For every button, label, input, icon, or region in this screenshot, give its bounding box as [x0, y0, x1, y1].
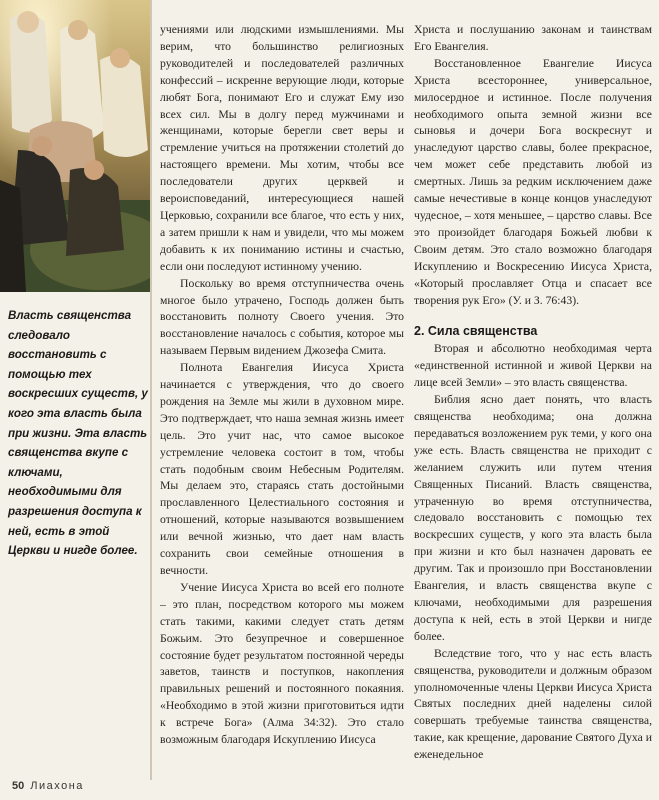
- text-column-left: [160, 22, 404, 749]
- paragraph: Восстановленное Евангелие Иисуса Христа всестороннее, универсальное, милосердное и истинное. После получения необходимого опыта земной жизни все сыновья и дочери Бога воскреснут и унаследуют царство славы, более прекрасное, чем может себе представить любой из смертных. Лишь за редким исключением даже самые нечестивые в конце концов унаследуют чудесное, – хотя меньшее, – царство славы. Все это произойдет благодаря Божьей любви к Своим детям. Это стало возможно благодаря Искуплению и Воскресению Иисуса Христа, «Который прославляет Отца и спасает все творения рук Его» (У. и З. 76:43).: [414, 56, 652, 307]
- magazine-title: Лиахона: [30, 780, 84, 792]
- page-footer: [12, 780, 84, 792]
- paragraph: Христа и послушанию законам и таинствам Его Евангелия.: [414, 23, 652, 53]
- paragraph: учениями или людскими измышлениями. Мы верим, что большинство религиозных руководителей и последователей различных конфессий – искренне верующие люди, которые любят Бога, понимают Его и служат Ему изо всех сил. Мы в долгу перед мужчинами и женщинами, которые берегли свет веры и стремление учиться на протяжении столетий до настоящего времени. Мы хотим, чтобы все последователи других церквей и вероисповеданий, интересующиеся нашей Церковью, сохранили все благое, что есть у них, а затем пришли к нам и увидели, что мы можем добавить к их пониманию истины и счастью, если они последуют истинному учению.: [160, 23, 404, 273]
- paragraph: Учение Иисуса Христа во всей его полноте – это план, посредством которого мы можем стать такими, какими следует стать детям Божьим. Это безупречное и совершенное состояние будет результатом постоянной череды заветов, таинств и поступков, накопления правильных решений и постоянного покаяния. «Необходимо в этой жизни приготовиться идти к встрече Бога» (Алма 34:32). Это стало возможным благодаря Искуплению Иисуса: [160, 580, 404, 747]
- section-heading: 2. Сила священства: [414, 324, 538, 339]
- paragraph: Полнота Евангелия Иисуса Христа начинается с утверждения, что до своего рождения на Земле мы жили в духовном мире. Это подтверждает, что наша земная жизнь имеет цель. Это учит нас, что самое высокое устремление человека состоит в том, чтобы стать подобным своим Небесным Родителям. Мы делаем это, стараясь стать достойными прославленного Целестиального состояния и отношений, которые называются возвышением или вечной жизнью, что дает нам власть сохранить свои семейные отношения в вечности.: [160, 361, 404, 577]
- page-number: 50: [12, 780, 25, 792]
- text-column-right: [414, 22, 652, 764]
- illustration-priesthood-restoration: [0, 0, 152, 292]
- paragraph: Вследствие того, что у нас есть власть священства, руководители и должным образом уполномоченные члены Церкви Иисуса Христа Святых последних дней наделены силой совершать требуемые таинства священства, такие, как крещение, дарование Святого Духа и еженедельное: [414, 646, 652, 762]
- pull-quote: Власть священства следовало восстановить с помощью тех воскресших существ, у кого эта власть была при жизни. Эта власть священства вкупе с ключами, необходимыми для разрешения доступа к ней, есть в этой Церкви и нигде более.: [8, 309, 148, 558]
- paragraph: Поскольку во время отступничества очень многое было утрачено, Господь должен быть восстановить полноту Своего учения. Это восстановление началось с события, которое мы называем Первым видением Джозефа Смита.: [160, 276, 404, 358]
- column-divider: [150, 0, 152, 780]
- painting: [0, 0, 152, 292]
- paragraph: Библия ясно дает понять, что власть священства необходима; она должна передаваться возложением рук теми, у кого она уже есть. Власть священства не приходит с желанием служить или путем чтения Священных Писаний. Власть священства, утраченную во время отступничества, следовало восстановить с помощью тех воскресших существ, у кого эта власть была при жизни и кто был назначен даровать ее другим. Так и произошло при Восстановлении Евангелия, и власть священства вкупе с ключами, необходимыми для разрешения доступа к ней, есть в этой Церкви и нигде более.: [414, 393, 652, 643]
- paragraph: Вторая и абсолютно необходимая черта «единственной истинной и живой Церкви на лице всей Земли» – это власть священства.: [414, 342, 652, 390]
